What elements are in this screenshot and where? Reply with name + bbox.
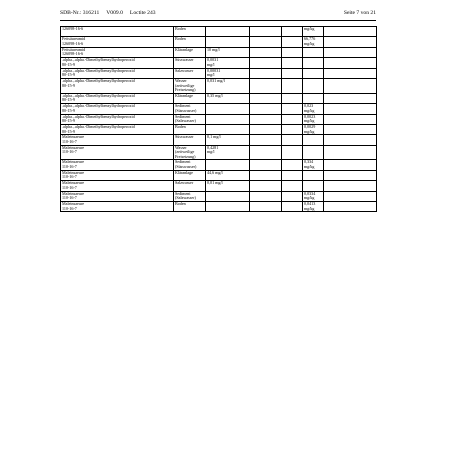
empty-cell bbox=[282, 93, 303, 103]
empty-cell bbox=[282, 37, 303, 47]
remark-cell bbox=[324, 135, 377, 145]
value-water-cell bbox=[206, 191, 250, 201]
value-water-cell bbox=[206, 37, 250, 47]
substance-cell: .alpha.,.alpha.-Dimethylbenzylhydroperoxid 80-15-9 bbox=[61, 104, 174, 114]
empty-cell bbox=[282, 68, 303, 78]
remark-cell bbox=[324, 202, 377, 212]
medium-cell: Süsswasser bbox=[174, 58, 206, 68]
remark-cell bbox=[324, 58, 377, 68]
medium-cell: Kläranlage bbox=[174, 47, 206, 57]
remark-cell bbox=[324, 78, 377, 93]
empty-cell bbox=[282, 135, 303, 145]
empty-cell bbox=[250, 27, 282, 37]
remark-cell bbox=[324, 191, 377, 201]
empty-cell bbox=[250, 181, 282, 191]
product-name: Loctite 243 bbox=[129, 10, 156, 16]
medium-cell: Sediment (Süsswasser) bbox=[174, 104, 206, 114]
remark-cell bbox=[324, 145, 377, 160]
table-row bbox=[61, 202, 377, 212]
value-water-cell bbox=[206, 104, 250, 114]
medium-cell: Wasser (zeitweilige Freisetzung) bbox=[174, 145, 206, 160]
value-water-cell: 0,4281 mg/l bbox=[206, 145, 250, 160]
pnec-table bbox=[60, 26, 377, 212]
table-row bbox=[61, 68, 377, 78]
substance-cell: Maleinsaeure 110-16-7 bbox=[61, 160, 174, 170]
substance-cell: .alpha.,.alpha.-Dimethylbenzylhydroperoxid 80-15-9 bbox=[61, 93, 174, 103]
value-soil-cell: 0,0334 mg/kg bbox=[303, 191, 324, 201]
empty-cell bbox=[250, 191, 282, 201]
remark-cell bbox=[324, 68, 377, 78]
substance-cell: .alpha.,.alpha.-Dimethylbenzylhydroperoxid 80-15-9 bbox=[61, 78, 174, 93]
empty-cell bbox=[282, 191, 303, 201]
substance-cell: Fettsäureamid 126098-16-6 bbox=[61, 37, 174, 47]
table-row bbox=[61, 93, 377, 103]
empty-cell bbox=[250, 104, 282, 114]
remark-cell bbox=[324, 160, 377, 170]
value-soil-cell: 0,0029 mg/kg bbox=[303, 124, 324, 134]
medium-cell: Sediment (Süsswasser) bbox=[174, 160, 206, 170]
medium-cell: Sediment (Salzwasser) bbox=[174, 191, 206, 201]
table-row bbox=[61, 27, 377, 37]
value-water-cell: 0,01 mg/l bbox=[206, 181, 250, 191]
table-row bbox=[61, 135, 377, 145]
medium-cell: Boden bbox=[174, 27, 206, 37]
value-water-cell bbox=[206, 202, 250, 212]
value-water-cell: 0,00031 mg/l bbox=[206, 68, 250, 78]
value-soil-cell bbox=[303, 145, 324, 160]
table-row bbox=[61, 124, 377, 134]
table-row bbox=[61, 181, 377, 191]
empty-cell bbox=[250, 160, 282, 170]
empty-cell bbox=[282, 104, 303, 114]
value-soil-cell: mg/kg bbox=[303, 27, 324, 37]
header-divider bbox=[60, 20, 376, 21]
substance-cell: .alpha.,.alpha.-Dimethylbenzylhydroperoxid 80-15-9 bbox=[61, 124, 174, 134]
value-soil-cell bbox=[303, 135, 324, 145]
empty-cell bbox=[282, 27, 303, 37]
empty-cell bbox=[282, 202, 303, 212]
empty-cell bbox=[282, 114, 303, 124]
empty-cell bbox=[282, 47, 303, 57]
value-soil-cell bbox=[303, 68, 324, 78]
empty-cell bbox=[282, 145, 303, 160]
empty-cell bbox=[282, 124, 303, 134]
substance-cell: .alpha.,.alpha.-Dimethylbenzylhydroperoxid 80-15-9 bbox=[61, 58, 174, 68]
value-water-cell: 0,0031 mg/l bbox=[206, 58, 250, 68]
medium-cell: Kläranlage bbox=[174, 170, 206, 180]
medium-cell: Wasser (zeitweilige Freisetzung) bbox=[174, 78, 206, 93]
value-soil-cell bbox=[303, 58, 324, 68]
table-row bbox=[61, 37, 377, 47]
empty-cell bbox=[250, 93, 282, 103]
value-soil-cell: 0,0413 mg/kg bbox=[303, 202, 324, 212]
value-water-cell: 0,1 mg/l bbox=[206, 135, 250, 145]
medium-cell: Kläranlage bbox=[174, 93, 206, 103]
medium-cell: Salzwasser bbox=[174, 181, 206, 191]
value-soil-cell: 0,334 mg/kg bbox=[303, 160, 324, 170]
table-row bbox=[61, 58, 377, 68]
empty-cell bbox=[250, 78, 282, 93]
substance-cell: Maleinsaeure 110-16-7 bbox=[61, 145, 174, 160]
substance-cell: 126098-16-6 bbox=[61, 27, 174, 37]
remark-cell bbox=[324, 37, 377, 47]
empty-cell bbox=[250, 145, 282, 160]
table-row bbox=[61, 78, 377, 93]
empty-cell bbox=[250, 124, 282, 134]
empty-cell bbox=[250, 202, 282, 212]
table-row bbox=[61, 160, 377, 170]
empty-cell bbox=[250, 114, 282, 124]
remark-cell bbox=[324, 181, 377, 191]
page-header bbox=[60, 10, 376, 18]
header-left bbox=[60, 10, 163, 16]
substance-cell: Maleinsaeure 110-16-7 bbox=[61, 170, 174, 180]
medium-cell: Boden bbox=[174, 202, 206, 212]
table-row bbox=[61, 104, 377, 114]
value-water-cell bbox=[206, 160, 250, 170]
table-row bbox=[61, 191, 377, 201]
empty-cell bbox=[282, 170, 303, 180]
substance-cell: Maleinsaeure 110-16-7 bbox=[61, 191, 174, 201]
empty-cell bbox=[282, 58, 303, 68]
table-row bbox=[61, 47, 377, 57]
table-row bbox=[61, 145, 377, 160]
value-water-cell: 10 mg/l bbox=[206, 47, 250, 57]
substance-cell: Maleinsaeure 110-16-7 bbox=[61, 202, 174, 212]
value-soil-cell: 66,776 mg/kg bbox=[303, 37, 324, 47]
empty-cell bbox=[250, 47, 282, 57]
page-number: Seite 7 von 21 bbox=[343, 10, 376, 16]
value-soil-cell bbox=[303, 93, 324, 103]
value-soil-cell bbox=[303, 170, 324, 180]
substance-cell: Fettsäureamid 126098-16-6 bbox=[61, 47, 174, 57]
substance-cell: Maleinsaeure 110-16-7 bbox=[61, 181, 174, 191]
remark-cell bbox=[324, 47, 377, 57]
remark-cell bbox=[324, 170, 377, 180]
value-soil-cell bbox=[303, 47, 324, 57]
medium-cell: Salzwasser bbox=[174, 68, 206, 78]
table-row bbox=[61, 170, 377, 180]
empty-cell bbox=[282, 160, 303, 170]
value-water-cell bbox=[206, 124, 250, 134]
value-soil-cell: 0,023 mg/kg bbox=[303, 104, 324, 114]
sds-number: SDB-Nr.: 316211 bbox=[60, 10, 100, 16]
medium-cell: Boden bbox=[174, 37, 206, 47]
remark-cell bbox=[324, 124, 377, 134]
empty-cell bbox=[250, 68, 282, 78]
substance-cell: Maleinsaeure 110-16-7 bbox=[61, 135, 174, 145]
remark-cell bbox=[324, 93, 377, 103]
table-body bbox=[61, 27, 377, 212]
version: V009.0 bbox=[106, 10, 123, 16]
medium-cell: Sediment (Salzwasser) bbox=[174, 114, 206, 124]
value-water-cell: 44,6 mg/l bbox=[206, 170, 250, 180]
medium-cell: Süsswasser bbox=[174, 135, 206, 145]
value-water-cell: 0,35 mg/l bbox=[206, 93, 250, 103]
value-soil-cell bbox=[303, 78, 324, 93]
empty-cell bbox=[250, 58, 282, 68]
remark-cell bbox=[324, 27, 377, 37]
substance-cell: .alpha.,.alpha.-Dimethylbenzylhydroperoxid 80-15-9 bbox=[61, 114, 174, 124]
substance-cell: .alpha.,.alpha.-Dimethylbenzylhydroperoxid 80-15-9 bbox=[61, 68, 174, 78]
value-water-cell bbox=[206, 27, 250, 37]
value-water-cell: 0,031 mg/l bbox=[206, 78, 250, 93]
empty-cell bbox=[282, 78, 303, 93]
medium-cell: Boden bbox=[174, 124, 206, 134]
empty-cell bbox=[250, 135, 282, 145]
value-soil-cell bbox=[303, 181, 324, 191]
table-row bbox=[61, 114, 377, 124]
value-water-cell bbox=[206, 114, 250, 124]
remark-cell bbox=[324, 104, 377, 114]
empty-cell bbox=[250, 37, 282, 47]
value-soil-cell: 0,0023 mg/kg bbox=[303, 114, 324, 124]
empty-cell bbox=[282, 181, 303, 191]
remark-cell bbox=[324, 114, 377, 124]
empty-cell bbox=[250, 170, 282, 180]
